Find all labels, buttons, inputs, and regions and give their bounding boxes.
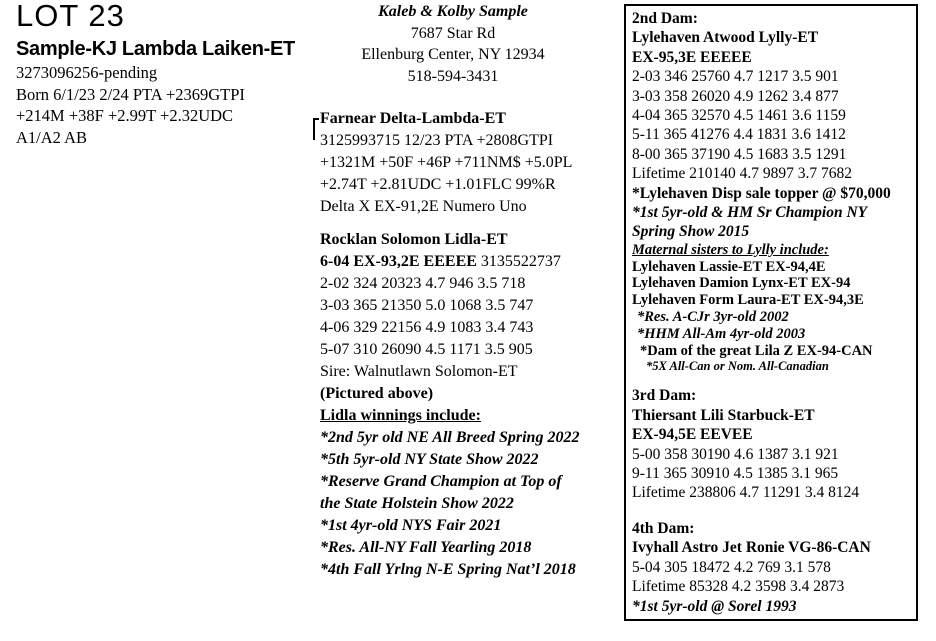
maternal-sister: Lylehaven Damion Lynx-ET EX-94 <box>632 275 851 292</box>
all-canadian-note: *5X All-Can or Nom. All-Canadian <box>646 359 829 374</box>
fourth-dam-note: *1st 5yr-old @ Sorel 1993 <box>632 597 797 615</box>
animal-name: Sample-KJ Lambda Laiken-ET <box>16 38 295 60</box>
fourth-dam-name: Ivyhall Astro Jet Ronie VG-86-CAN <box>632 539 871 557</box>
consignor-address-2: Ellenburg Center, NY 12934 <box>361 46 545 63</box>
consignor-address-1: 7687 Star Rd <box>410 24 496 42</box>
third-dam-name: Thiersant Lili Starbuck-ET <box>632 406 815 424</box>
champion-note: Spring Show 2015 <box>632 223 750 241</box>
champion-note: *1st 5yr-old & HM Sr Champion NY <box>632 204 868 222</box>
maternal-pedigree-box <box>624 4 918 621</box>
third-dam-heading: 3rd Dam: <box>632 387 697 405</box>
third-dam-record: 9-11 365 30910 4.5 1385 3.1 965 <box>632 465 839 483</box>
consignor-block <box>328 1 578 87</box>
sire-line: +2.74T +2.81UDC +1.01FLC 99%R <box>320 176 556 193</box>
maternal-sister: Lylehaven Lassie-ET EX-94,4E <box>632 258 826 275</box>
fourth-dam-section <box>632 519 916 616</box>
registration-number: 3273096256-pending <box>16 63 158 82</box>
winnings-heading: Lidla winnings include: <box>320 407 481 424</box>
second-dam-record: 4-04 365 32570 4.5 1461 3.6 1159 <box>632 107 846 125</box>
second-dam-lifetime: Lifetime 210140 4.7 9897 3.7 7682 <box>632 165 852 183</box>
dam-class-line <box>320 251 622 273</box>
winning-item: *4th Fall Yrlng N-E Spring Nat’l 2018 <box>320 561 576 578</box>
fourth-dam-lifetime: Lifetime 85328 4.2 3598 3.4 2873 <box>632 578 845 596</box>
sire-line: Delta X EX-91,2E Numero Uno <box>320 198 527 215</box>
pedigree-middle <box>320 0 622 581</box>
animal-details <box>16 62 316 148</box>
maternal-sisters-heading: Maternal sisters to Lylly include: <box>632 241 829 258</box>
dam-of-note: *Dam of the great Lila Z EX-94-CAN <box>640 342 873 359</box>
winning-item: *1st 4yr-old NYS Fair 2021 <box>320 517 502 534</box>
pedigree-bracket <box>313 118 319 140</box>
dam-classification: 6-04 EX-93,2E EEEEE <box>320 253 477 270</box>
dam-record: 5-07 310 26090 4.5 1171 3.5 905 <box>320 341 533 358</box>
winning-item: *5th 5yr-old NY State Show 2022 <box>320 451 539 468</box>
sire-line: +1321M +50F +46P +711NM$ +5.0PL <box>320 154 573 171</box>
winning-item: *Reserve Grand Champion at Top of <box>320 473 562 490</box>
sire-block <box>320 108 622 218</box>
sister-note: *HHM All-Am 4yr-old 2003 <box>637 325 806 342</box>
dam-name: Rocklan Solomon Lidla-ET <box>320 231 508 248</box>
third-dam-record: 5-00 358 30190 4.6 1387 3.1 921 <box>632 445 839 463</box>
pictured-note: (Pictured above) <box>320 385 434 402</box>
dam-registration: 3135522737 <box>480 253 561 270</box>
third-dam-lifetime: Lifetime 238806 4.7 11291 3.4 8124 <box>632 484 860 502</box>
consignor-name: Kaleb & Kolby Sample <box>378 3 528 20</box>
lot-number: LOT 23 <box>16 0 125 33</box>
maternal-sister: Lylehaven Form Laura-ET EX-94,3E <box>632 292 864 309</box>
dam-record: 3-03 365 21350 5.0 1068 3.5 747 <box>320 297 534 314</box>
sister-note: *Res. A-CJr 3yr-old 2002 <box>637 309 789 326</box>
lot-header <box>16 0 316 148</box>
winning-item: *Res. All-NY Fall Yearling 2018 <box>320 539 532 556</box>
birth-and-gtpi: Born 6/1/23 2/24 PTA +2369GTPI <box>16 84 245 104</box>
second-dam-section <box>632 9 916 373</box>
second-dam-name: Lylehaven Atwood Lylly-ET <box>632 29 819 47</box>
fourth-dam-record: 5-04 305 18472 4.2 769 3.1 578 <box>632 558 831 576</box>
sire-name: Farnear Delta-Lambda-ET <box>320 110 506 127</box>
dam-block <box>320 229 622 581</box>
fourth-dam-heading: 4th Dam: <box>632 519 695 537</box>
consignor-phone: 518-594-3431 <box>407 67 499 85</box>
second-dam-classification: EX-95,3E EEEEE <box>632 48 752 66</box>
third-dam-section <box>632 386 916 502</box>
sale-topper-note: *Lylehaven Disp sale topper @ $70,000 <box>632 184 891 202</box>
genomic-traits: +214M +38F +2.99T +2.32UDC <box>16 106 234 125</box>
second-dam-record: 3-03 358 26020 4.9 1262 3.4 877 <box>632 87 839 105</box>
second-dam-record: 5-11 365 41276 4.4 1831 3.6 1412 <box>632 126 846 144</box>
beta-casein-kappa: A1/A2 AB <box>16 127 88 147</box>
winning-item: the State Holstein Show 2022 <box>320 495 514 512</box>
dam-record: 4-06 329 22156 4.9 1083 3.4 743 <box>320 319 534 336</box>
second-dam-record: 8-00 365 37190 4.5 1683 3.5 1291 <box>632 145 847 163</box>
third-dam-classification: EX-94,5E EEVEE <box>632 426 753 444</box>
dam-sire: Sire: Walnutlawn Solomon-ET <box>320 363 518 380</box>
sire-line: 3125993715 12/23 PTA +2808GTPI <box>320 132 554 149</box>
winning-item: *2nd 5yr old NE All Breed Spring 2022 <box>320 429 580 446</box>
second-dam-record: 2-03 346 25760 4.7 1217 3.5 901 <box>632 68 839 86</box>
dam-record: 2-02 324 20323 4.7 946 3.5 718 <box>320 275 526 292</box>
second-dam-heading: 2nd Dam: <box>632 10 698 27</box>
